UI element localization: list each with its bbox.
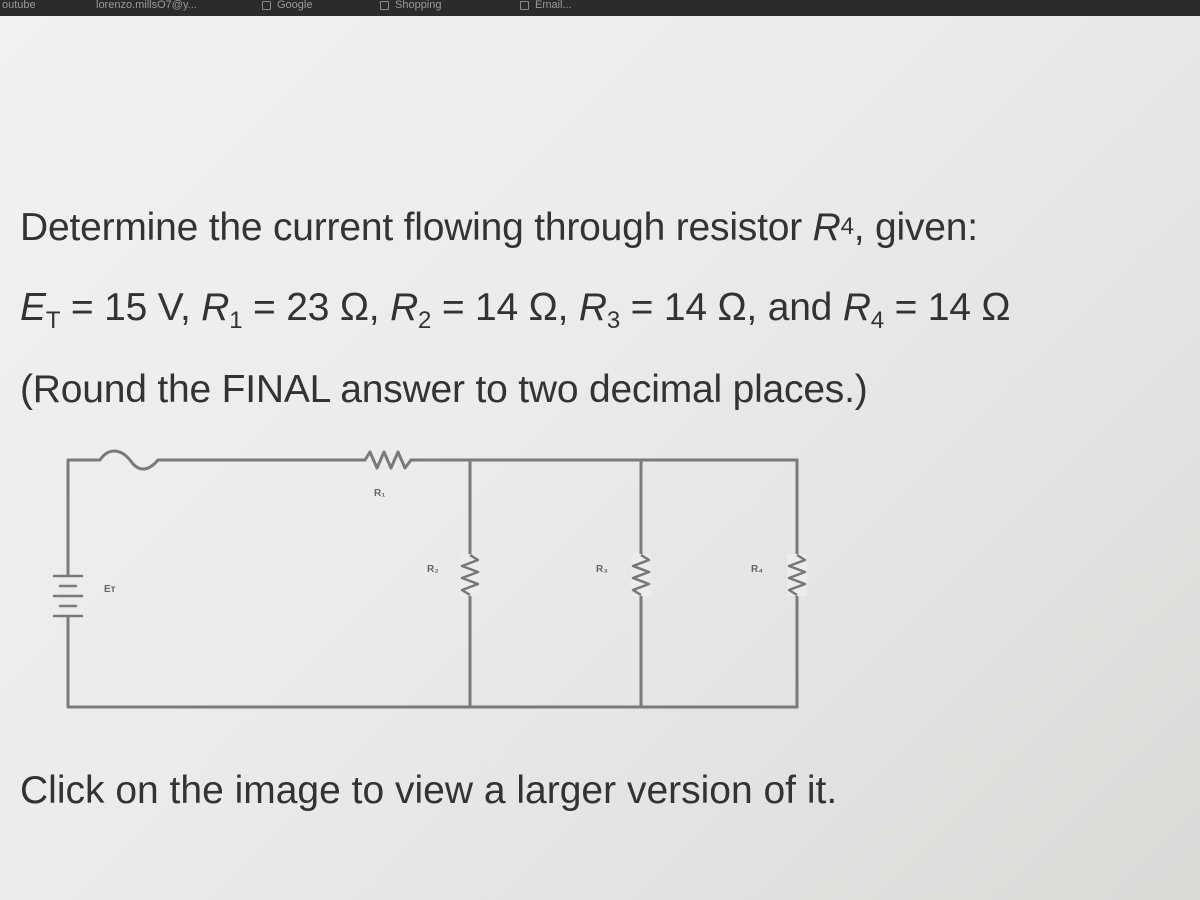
browser-tab[interactable] [380, 0, 442, 12]
bookmark-icon [262, 1, 271, 10]
given-values [20, 285, 1011, 334]
click-to-enlarge-note: Click on the image to view a larger version of it. [20, 769, 838, 812]
tab-label: lorenzo.millsO7@y... [96, 0, 197, 11]
rounding-instruction: (Round the FINAL answer to two decimal places.) [20, 368, 868, 411]
subscript: 4 [870, 307, 884, 334]
question-suffix: , given: [853, 206, 978, 249]
browser-tab[interactable] [2, 0, 36, 12]
et-label: Eᴛ [104, 584, 116, 595]
browser-tab-strip [0, 0, 1200, 16]
tab-label: Email... [535, 0, 572, 11]
question-text [20, 205, 978, 251]
variable: R [578, 286, 607, 329]
given-value: = 15 V, [60, 286, 202, 329]
subscript: T [45, 307, 61, 334]
given-value: = 14 Ω, [431, 286, 579, 329]
given-value: = 14 Ω [883, 286, 1011, 329]
circuit-diagram-image[interactable] [40, 430, 820, 730]
variable: R [842, 286, 871, 329]
subscript: 3 [606, 307, 621, 334]
variable: R [812, 206, 841, 249]
browser-tab[interactable] [520, 0, 572, 12]
subscript: 2 [418, 307, 432, 334]
variable: R [201, 286, 230, 329]
circuit-wires [68, 451, 797, 707]
tab-label: outube [2, 0, 36, 11]
tab-label: Shopping [395, 0, 442, 11]
question-prefix: Determine the current flowing through resistor [20, 206, 813, 249]
given-value: = 14 Ω, and [620, 286, 843, 329]
tab-label: Google [277, 0, 313, 11]
r3-label: R₃ [596, 564, 608, 575]
r2-label: R₂ [427, 564, 439, 575]
browser-tab[interactable] [262, 0, 312, 12]
given-value: = 23 Ω, [242, 286, 391, 329]
browser-tab[interactable] [96, 0, 197, 12]
bookmark-icon [520, 1, 529, 10]
subscript: 1 [229, 307, 243, 334]
variable: E [20, 286, 46, 329]
bookmark-icon [380, 1, 389, 10]
subscript: 4 [840, 213, 854, 240]
r1-label: R₁ [374, 488, 386, 499]
variable: R [390, 286, 419, 329]
r4-label: R₄ [751, 564, 763, 575]
